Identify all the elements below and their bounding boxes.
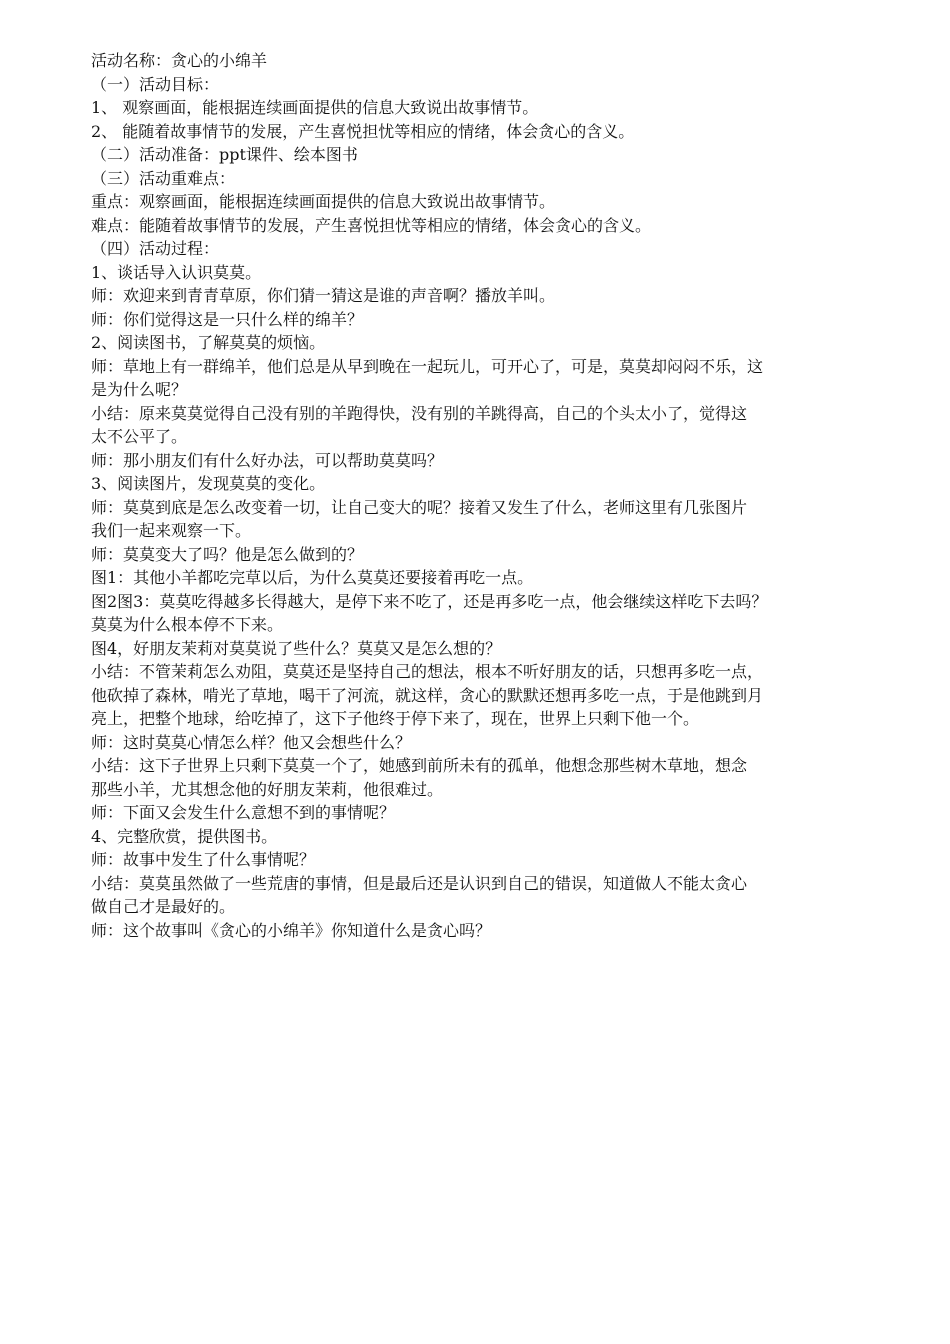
text-line: 小结：原来莫莫觉得自己没有别的羊跑得快，没有别的羊跳得高，自己的个头太小了，觉得这 (91, 403, 748, 423)
text-line: 3、阅读图片，发现莫莫的变化。 (91, 474, 326, 493)
text-line: 师：莫莫变大了吗？他是怎么做到的？ (91, 544, 364, 564)
text-line: 是为什么呢？ (91, 380, 188, 399)
text-line: 师：莫莫到底是怎么改变着一切，让自己变大的呢？接着又发生了什么，老师这里有几张图片 (91, 497, 748, 517)
text-line: 难点：能随着故事情节的发展，产生喜悦担忧等相应的情绪，体会贪心的含义。 (91, 215, 652, 235)
text-line: 他砍掉了森林，啃光了草地，喝干了河流，就这样，贪心的默默还想再多吃一点，于是他跳到月 (91, 685, 764, 705)
text-line: 师：下面又会发生什么意想不到的事情呢？ (91, 803, 396, 822)
text-line: 我们一起来观察一下。 (91, 521, 252, 540)
text-line: 图2图3：莫莫吃得越多长得越大，是停下来不吃了，还是再多吃一点，他会继续这样吃下去吗？ (91, 591, 768, 611)
text-line: （三）活动重难点： (91, 168, 236, 188)
text-line: 师：草地上有一群绵羊，他们总是从早到晚在一起玩儿，可开心了，可是，莫莫却闷闷不乐，这 (91, 356, 764, 376)
text-line: 师：这个故事叫《贪心的小绵羊》你知道什么是贪心吗？ (91, 920, 492, 940)
text-line: 那些小羊，尤其想念他的好朋友茉莉，他很难过。 (91, 779, 444, 799)
text-line: 1、 观察画面，能根据连续画面提供的信息大致说出故事情节。 (91, 98, 539, 117)
text-line: 2、 能随着故事情节的发展，产生喜悦担忧等相应的情绪，体会贪心的含义。 (91, 121, 635, 141)
text-line: （一）活动目标： (91, 74, 220, 94)
text-line: 活动名称：贪心的小绵羊 (91, 51, 268, 70)
text-line: 小结：莫莫虽然做了一些荒唐的事情，但是最后还是认识到自己的错误，知道做人不能太贪心 (91, 873, 748, 893)
text-line: 师：故事中发生了什么事情呢？ (91, 850, 316, 869)
text-line: 重点：观察画面，能根据连续画面提供的信息大致说出故事情节。 (91, 192, 556, 211)
text-line: 图1：其他小羊都吃完草以后，为什么莫莫还要接着再吃一点。 (91, 568, 534, 587)
text-line: 1、谈话导入认识莫莫。 (91, 262, 262, 282)
document-page (91, 49, 875, 942)
text-line: 亮上，把整个地球，给吃掉了，这下子他终于停下来了，现在，世界上只剩下他一个。 (91, 709, 700, 728)
text-line: 师：这时莫莫心情怎么样？他又会想些什么？ (91, 732, 412, 752)
text-line: 4、完整欣赏，提供图书。 (91, 826, 278, 846)
text-line: 小结：这下子世界上只剩下莫莫一个了，她感到前所未有的孤单，他想念那些树木草地，想念 (91, 756, 748, 775)
text-line: 师：你们觉得这是一只什么样的绵羊？ (91, 309, 364, 329)
text-line: 2、阅读图书，了解莫莫的烦恼。 (91, 333, 326, 352)
text-line: 做自己才是最好的。 (91, 897, 236, 916)
text-line: 莫莫为什么根本停不下来。 (91, 615, 284, 634)
text-line: 师：那小朋友们有什么好办法，可以帮助莫莫吗？ (91, 450, 444, 470)
text-line: 小结：不管茉莉怎么劝阻，莫莫还是坚持自己的想法，根本不听好朋友的话，只想再多吃一点， (91, 662, 764, 681)
text-line: 太不公平了。 (91, 427, 188, 446)
text-line: （二）活动准备：ppt课件、绘本图书 (91, 145, 358, 164)
text-line: （四）活动过程： (91, 239, 220, 258)
text-line: 图4，好朋友茉莉对莫莫说了些什么？莫莫又是怎么想的？ (91, 638, 502, 658)
text-line: 师：欢迎来到青青草原，你们猜一猜这是谁的声音啊？播放羊叫。 (91, 286, 556, 305)
